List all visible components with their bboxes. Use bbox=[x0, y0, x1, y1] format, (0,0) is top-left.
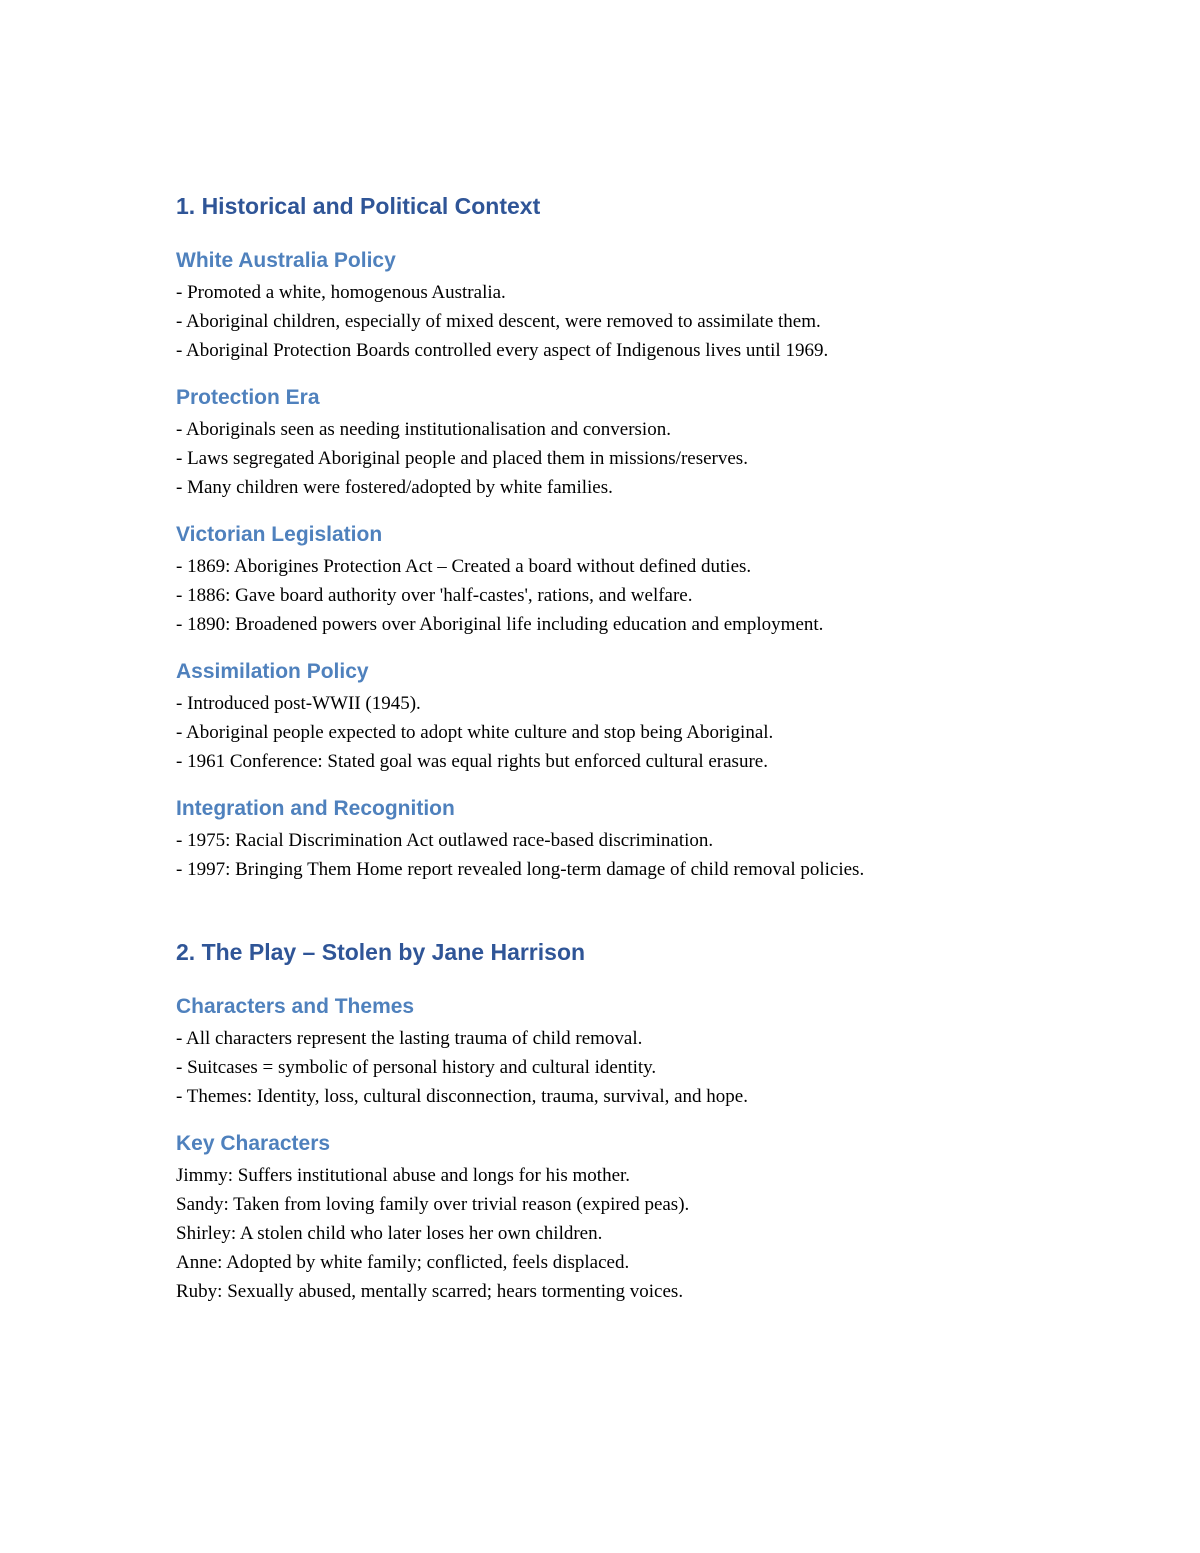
list-item: - 1886: Gave board authority over 'half-castes', rations, and welfare. bbox=[176, 585, 693, 606]
list-item: - Aboriginal people expected to adopt white culture and stop being Aboriginal. bbox=[176, 722, 774, 743]
heading-protection-era: Protection Era bbox=[176, 386, 320, 409]
list-item: - 1961 Conference: Stated goal was equal rights but enforced cultural erasure. bbox=[176, 751, 768, 772]
list-item: - Themes: Identity, loss, cultural disconnection, trauma, survival, and hope. bbox=[176, 1086, 748, 1107]
list-item: - Suitcases = symbolic of personal history and cultural identity. bbox=[176, 1057, 657, 1078]
list-item: - Aboriginals seen as needing institutionalisation and conversion. bbox=[176, 419, 671, 440]
list-item: - Aboriginal Protection Boards controlled every aspect of Indigenous lives until 1969. bbox=[176, 340, 829, 361]
list-item: - 1890: Broadened powers over Aboriginal life including education and employment. bbox=[176, 614, 824, 635]
character-line: Shirley: A stolen child who later loses her own children. bbox=[176, 1223, 603, 1244]
document-page bbox=[176, 188, 1076, 1306]
heading-assimilation-policy: Assimilation Policy bbox=[176, 660, 369, 683]
heading-integration-and-recognition: Integration and Recognition bbox=[176, 797, 455, 820]
character-line: Ruby: Sexually abused, mentally scarred; hears tormenting voices. bbox=[176, 1281, 684, 1302]
heading-white-australia-policy: White Australia Policy bbox=[176, 249, 396, 272]
heading-key-characters: Key Characters bbox=[176, 1132, 331, 1155]
list-item: - Introduced post-WWII (1945). bbox=[176, 693, 421, 714]
section-1-title: 1. Historical and Political Context bbox=[176, 193, 541, 219]
list-item: - All characters represent the lasting trauma of child removal. bbox=[176, 1028, 643, 1049]
list-item: - 1869: Aborigines Protection Act – Created a board without defined duties. bbox=[176, 556, 752, 577]
list-item: - 1975: Racial Discrimination Act outlawed race-based discrimination. bbox=[176, 830, 714, 851]
heading-victorian-legislation: Victorian Legislation bbox=[176, 523, 383, 546]
character-line: Sandy: Taken from loving family over trivial reason (expired peas). bbox=[176, 1194, 690, 1215]
character-line: Jimmy: Suffers institutional abuse and longs for his mother. bbox=[176, 1165, 631, 1186]
list-item: - Laws segregated Aboriginal people and placed them in missions/reserves. bbox=[176, 448, 748, 469]
list-item: - Promoted a white, homogenous Australia. bbox=[176, 282, 506, 303]
list-item: - 1997: Bringing Them Home report revealed long-term damage of child removal policies. bbox=[176, 859, 865, 880]
heading-characters-and-themes: Characters and Themes bbox=[176, 995, 415, 1018]
list-item: - Aboriginal children, especially of mixed descent, were removed to assimilate them. bbox=[176, 311, 821, 332]
list-item: - Many children were fostered/adopted by white families. bbox=[176, 477, 613, 498]
section-2-title: 2. The Play – Stolen by Jane Harrison bbox=[176, 939, 586, 965]
character-line: Anne: Adopted by white family; conflicted, feels displaced. bbox=[176, 1252, 630, 1273]
